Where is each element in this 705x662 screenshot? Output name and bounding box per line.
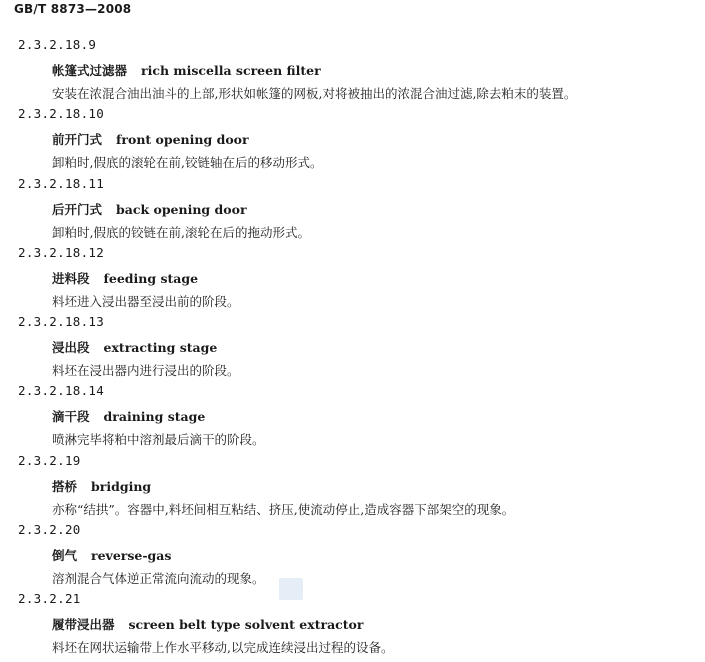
term-chinese: 浸出段 (52, 340, 90, 356)
clause-number: 2.3.2.18.14 (18, 383, 105, 399)
term-heading (52, 617, 363, 633)
term-entry (0, 245, 705, 314)
clause-number: 2.3.2.19 (18, 452, 81, 468)
term-definition: 喷淋完毕将粕中溶剂最后滴干的阶段。 (52, 432, 265, 448)
term-entries (0, 37, 705, 661)
term-entry (0, 106, 705, 175)
clause-number: 2.3.2.20 (18, 522, 81, 538)
clause-number: 2.3.2.18.13 (18, 314, 105, 330)
term-entry (0, 383, 705, 452)
watermark-mark (279, 578, 303, 600)
term-entry (0, 591, 705, 660)
term-chinese: 履带浸出器 (52, 617, 115, 633)
term-definition: 卸粕时,假底的铰链在前,滚轮在后的拖动形式。 (52, 224, 310, 240)
term-heading (52, 409, 205, 425)
term-heading (52, 132, 249, 148)
clause-number: 2.3.2.18.12 (18, 244, 105, 260)
term-definition: 溶剂混合气体逆正常流向流动的现象。 (52, 571, 265, 587)
term-definition: 亦称“结拱”。容器中,料坯间相互粘结、挤压,使流动停止,造成容器下部架空的现象。 (52, 501, 515, 517)
term-heading (52, 340, 217, 356)
term-entry (0, 522, 705, 591)
term-english: screen belt type solvent extractor (128, 617, 364, 633)
term-definition: 安装在浓混合油出油斗的上部,形状如帐篷的网板,对将被抽出的浓混合油过滤,除去粕末的装置。 (52, 86, 577, 101)
term-definition: 料坯在浸出器内进行浸出的阶段。 (52, 363, 240, 379)
term-english: extracting stage (103, 340, 218, 356)
term-chinese: 搭桥 (52, 478, 78, 494)
term-chinese: 帐篷式过滤器 (52, 63, 128, 78)
term-entry (0, 314, 705, 383)
term-heading (52, 271, 198, 287)
term-definition: 卸粕时,假底的滚轮在前,铰链轴在后的移动形式。 (52, 155, 323, 171)
term-english: back opening door (116, 201, 247, 217)
term-entry (0, 37, 705, 106)
term-heading (52, 548, 171, 564)
term-entry (0, 176, 705, 245)
standard-header: GB/T 8873—2008 (14, 2, 132, 16)
term-definition: 料坯进入浸出器至浸出前的阶段。 (52, 293, 240, 309)
term-heading (52, 63, 321, 79)
term-entry (0, 453, 705, 522)
term-english: rich miscella screen filter (141, 63, 321, 78)
clause-number: 2.3.2.18.9 (18, 37, 97, 52)
term-heading (52, 479, 151, 495)
term-chinese: 进料段 (52, 270, 90, 286)
term-heading (52, 202, 247, 218)
term-definition: 料坯在网状运输带上作水平移动,以完成连续浸出过程的设备。 (52, 640, 394, 656)
term-english: feeding stage (103, 270, 199, 286)
term-chinese: 滴干段 (52, 409, 90, 425)
term-english: draining stage (103, 409, 206, 425)
term-chinese: 前开门式 (52, 132, 103, 148)
term-english: bridging (91, 478, 152, 494)
term-english: reverse-gas (91, 548, 172, 564)
clause-number: 2.3.2.21 (18, 591, 81, 607)
term-chinese: 后开门式 (52, 201, 103, 217)
term-chinese: 倒气 (52, 548, 78, 564)
clause-number: 2.3.2.18.11 (18, 175, 105, 191)
clause-number: 2.3.2.18.10 (18, 106, 105, 122)
term-english: front opening door (116, 132, 249, 148)
